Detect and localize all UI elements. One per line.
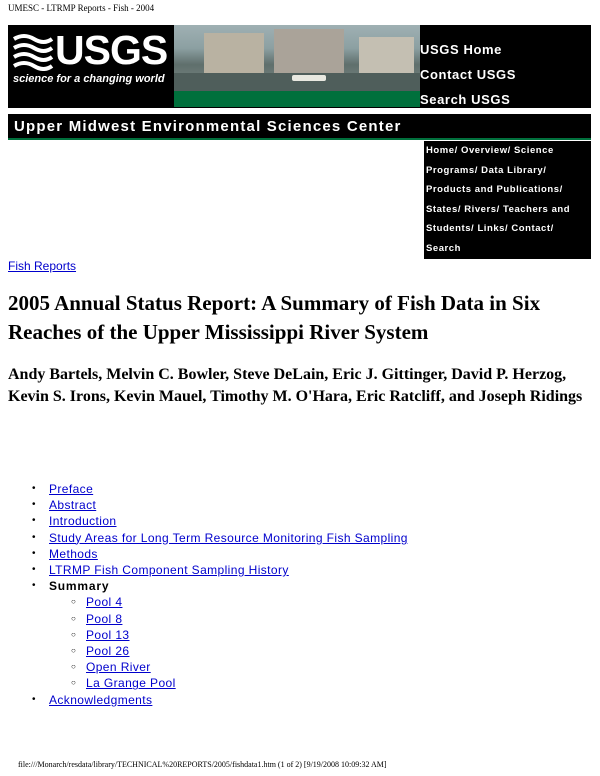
toc-introduction-link[interactable]: Introduction: [49, 514, 117, 529]
usgs-logo[interactable]: [8, 25, 176, 107]
toc-abstract-link[interactable]: Abstract: [49, 498, 97, 513]
toc-pool-13-link[interactable]: Pool 13: [86, 627, 130, 642]
toc-item: [8, 530, 408, 546]
contact-usgs-link[interactable]: Contact USGS: [420, 67, 517, 82]
nav-data-library-link[interactable]: Data Library: [481, 164, 544, 176]
search-usgs-link[interactable]: Search USGS: [420, 92, 511, 107]
summary-sublist: [49, 594, 408, 691]
nav-teachers-link[interactable]: Teachers and Students: [426, 203, 571, 235]
usgs-top-nav: [420, 37, 516, 112]
toc-sampling-history-link[interactable]: LTRMP Fish Component Sampling History: [49, 563, 289, 578]
usgs-wave-icon: [12, 31, 54, 71]
toc-pool-26-link[interactable]: Pool 26: [86, 644, 130, 659]
toc-pool-8-link[interactable]: Pool 8: [86, 611, 123, 626]
nav-search-link[interactable]: Search: [426, 242, 461, 254]
nav-overview-link[interactable]: Overview: [461, 145, 508, 156]
authors-list: Andy Bartels, Melvin C. Bowler, Steve DeLain, Eric J. Gittinger, David P. Herzog, Kevin S. Irons, Kevin Mauel, Timothy M. O'Hara, Eric Ratcliff, and Joseph Ridings: [8, 366, 583, 405]
toc-acknowledgments-link[interactable]: Acknowledgments: [49, 692, 153, 707]
usgs-logo-text: USGS: [55, 27, 168, 73]
center-name-bar: [8, 114, 591, 140]
nav-links-link[interactable]: Links: [477, 223, 505, 235]
usgs-banner: [8, 25, 591, 108]
nav-home-link[interactable]: Home: [426, 145, 455, 156]
nav-rivers-link[interactable]: Rivers: [464, 203, 497, 215]
toc-item: [8, 513, 408, 529]
print-page-footer: file:///Monarch/resdata/library/TECHNICAL%20REPORTS/2005/fishdata1.htm (1 of 2) [9/19/2008 10:09:32 AM]: [18, 760, 387, 769]
toc-open-river-link[interactable]: Open River: [86, 660, 151, 675]
table-of-contents: [8, 481, 408, 708]
print-page-header: UMESC - LTRMP Reports - Fish - 2004: [8, 3, 155, 13]
toc-methods-link[interactable]: Methods: [49, 546, 98, 561]
toc-item: [8, 481, 408, 497]
breadcrumb-fish-reports[interactable]: Fish Reports: [8, 259, 77, 273]
toc-summary-heading: Summary: [49, 579, 110, 594]
flood-photo: [174, 25, 420, 91]
toc-preface-link[interactable]: Preface: [49, 482, 94, 496]
banner-green-strip: [174, 91, 420, 107]
toc-item: [8, 546, 408, 562]
site-side-nav: Home/ Overview/ Science Programs/ Data Library/ Products and Publications/ States/ Rivers/ Teachers and Students/ Links/ Contact/ Search: [424, 141, 591, 259]
toc-study-areas-link[interactable]: Study Areas for Long Term Resource Monitoring Fish Sampling: [49, 530, 408, 545]
usgs-home-link[interactable]: USGS Home: [420, 42, 502, 57]
toc-item: [8, 497, 408, 513]
nav-states-link[interactable]: States: [426, 203, 458, 215]
nav-science-programs-link[interactable]: Science Programs: [426, 145, 554, 176]
page-title: 2005 Annual Status Report: A Summary of Fish Data in Six Reaches of the Upper Mississippi River System: [8, 291, 541, 344]
center-name: Upper Midwest Environmental Sciences Center: [14, 118, 402, 135]
toc-item: [8, 578, 408, 691]
toc-item: [8, 562, 408, 578]
toc-item: [8, 692, 408, 708]
usgs-tagline: science for a changing world: [13, 73, 165, 85]
nav-contact-link[interactable]: Contact: [511, 223, 551, 235]
toc-la-grange-pool-link[interactable]: La Grange Pool: [86, 676, 176, 691]
toc-pool-4-link[interactable]: Pool 4: [86, 595, 123, 610]
nav-products-link[interactable]: Products and Publications: [426, 184, 560, 196]
